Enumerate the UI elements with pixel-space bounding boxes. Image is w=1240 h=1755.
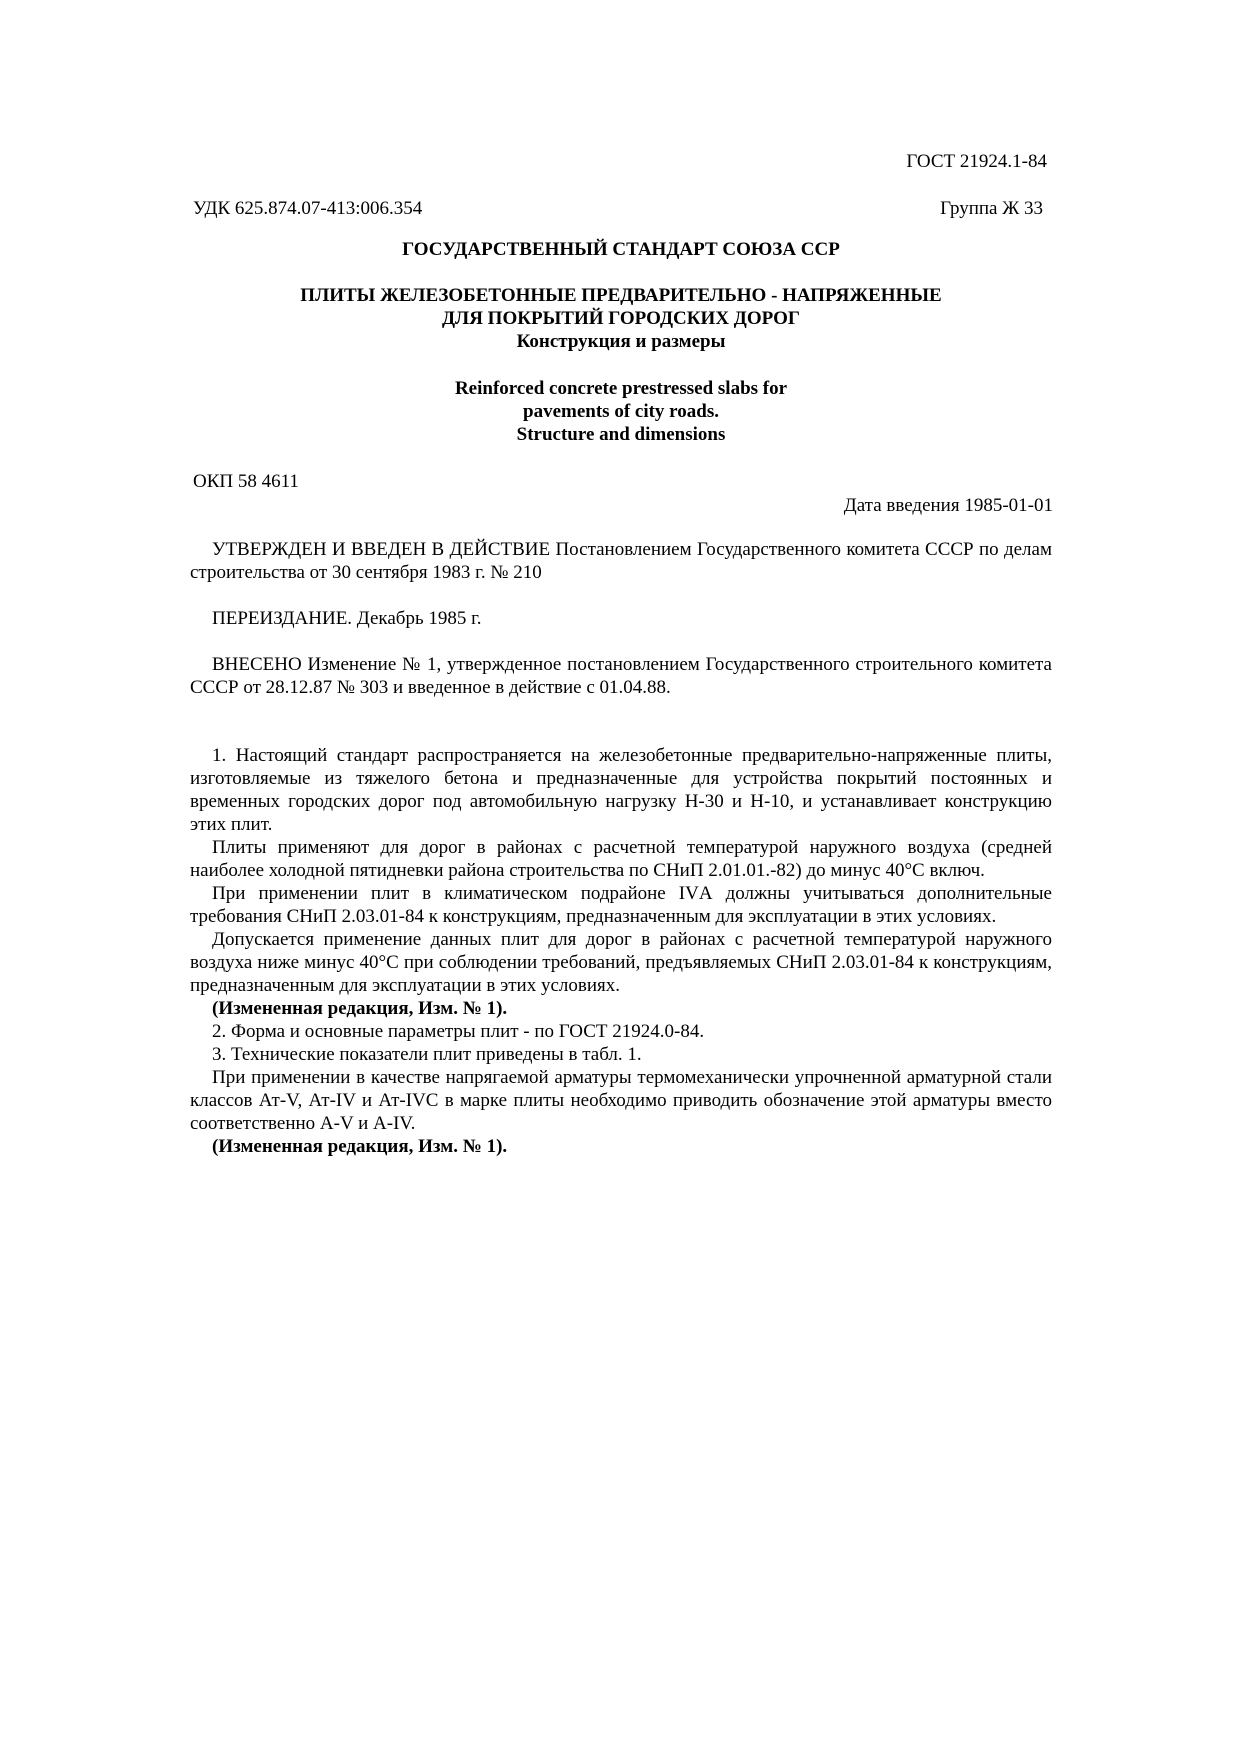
english-title-line-3: Structure and dimensions — [516, 424, 726, 445]
english-title-line-2: pavements of city roads. — [523, 401, 719, 422]
gost-code: ГОСТ 21924.1-84 — [906, 151, 1047, 172]
document-body — [190, 538, 1052, 1158]
clause-1-climate-paragraph: При применении плит в климатическом подрайоне IVА должны учитываться дополнительные требования СНиП 2.03.01-84 к конструкциям, предназначенным для эксплуатации в этих условиях. — [190, 883, 1052, 927]
clause-3-reinforcement-paragraph: При применении в качестве напрягаемой арматуры термомеханически упрочненной арматурной стали классов Ат-V, Ат-IV и Ат-IVС в марке плиты необходимо приводить обозначение этой арматуры вместо соответственно А-V и А-IV. — [190, 1067, 1052, 1134]
title-block — [190, 238, 1052, 446]
group-code: Группа Ж 33 — [940, 198, 1043, 219]
document-title-line-2: ДЛЯ ПОКРЫТИЙ ГОРОДСКИХ ДОРОГ — [441, 308, 801, 329]
reissue-paragraph: ПЕРЕИЗДАНИЕ. Декабрь 1985 г. — [212, 608, 482, 629]
introduction-date: Дата введения 1985-01-01 — [843, 495, 1053, 516]
amendment-paragraph: ВНЕСЕНО Изменение № 1, утвержденное постановлением Государственного строительного комитета СССР от 28.12.87 № 303 и введенное в действие с 01.04.88. — [190, 654, 1052, 698]
document-title-line-1: ПЛИТЫ ЖЕЛЕЗОБЕТОННЫЕ ПРЕДВАРИТЕЛЬНО - НАПРЯЖЕННЫЕ — [300, 285, 942, 306]
approval-paragraph: УТВЕРЖДЕН И ВВЕДЕН В ДЕЙСТВИЕ Постановлением Государственного комитета СССР по делам строительства от 30 сентября 1983 г. № 210 — [190, 539, 1052, 583]
clause-3-paragraph: 3. Технические показатели плит приведены в табл. 1. — [212, 1044, 642, 1065]
document-subtitle: Конструкция и размеры — [516, 331, 726, 352]
clause-1-allowance-paragraph: Допускается применение данных плит для дорог в районах с расчетной температурой наружного воздуха ниже минус 40°С при соблюдении требований, предъявляемых СНиП 2.03.01-84 к конструкциям, предназначенным для эксплуатации в этих условиях. — [190, 929, 1052, 996]
clause-2-paragraph: 2. Форма и основные параметры плит - по ГОСТ 21924.0-84. — [212, 1021, 705, 1042]
clause-1-paragraph: 1. Настоящий стандарт распространяется на железобетонные предварительно-напряженные плиты, изготовляемые из тяжелого бетона и предназначенные для устройства покрытий постоянных и временных городских дорог под автомобильную нагрузку Н-30 и Н-10, и устанавливает конструкцию этих плит. — [190, 745, 1052, 835]
revision-note-1: (Измененная редакция, Изм. № 1). — [212, 998, 508, 1019]
english-title-line-1: Reinforced concrete prestressed slabs for — [454, 378, 788, 399]
clause-1-temperature-paragraph: Плиты применяют для дорог в районах с расчетной температурой наружного воздуха (средней наиболее холодной пятидневки района строительства по СНиП 2.01.01.-82) до минус 40°С включ. — [190, 837, 1052, 881]
udk-code: УДК 625.874.07-413:006.354 — [193, 198, 423, 219]
okp-code: ОКП 58 4611 — [193, 471, 299, 492]
state-standard-heading: ГОСУДАРСТВЕННЫЙ СТАНДАРТ СОЮЗА ССР — [402, 239, 840, 260]
revision-note-2: (Измененная редакция, Изм. № 1). — [212, 1136, 508, 1157]
